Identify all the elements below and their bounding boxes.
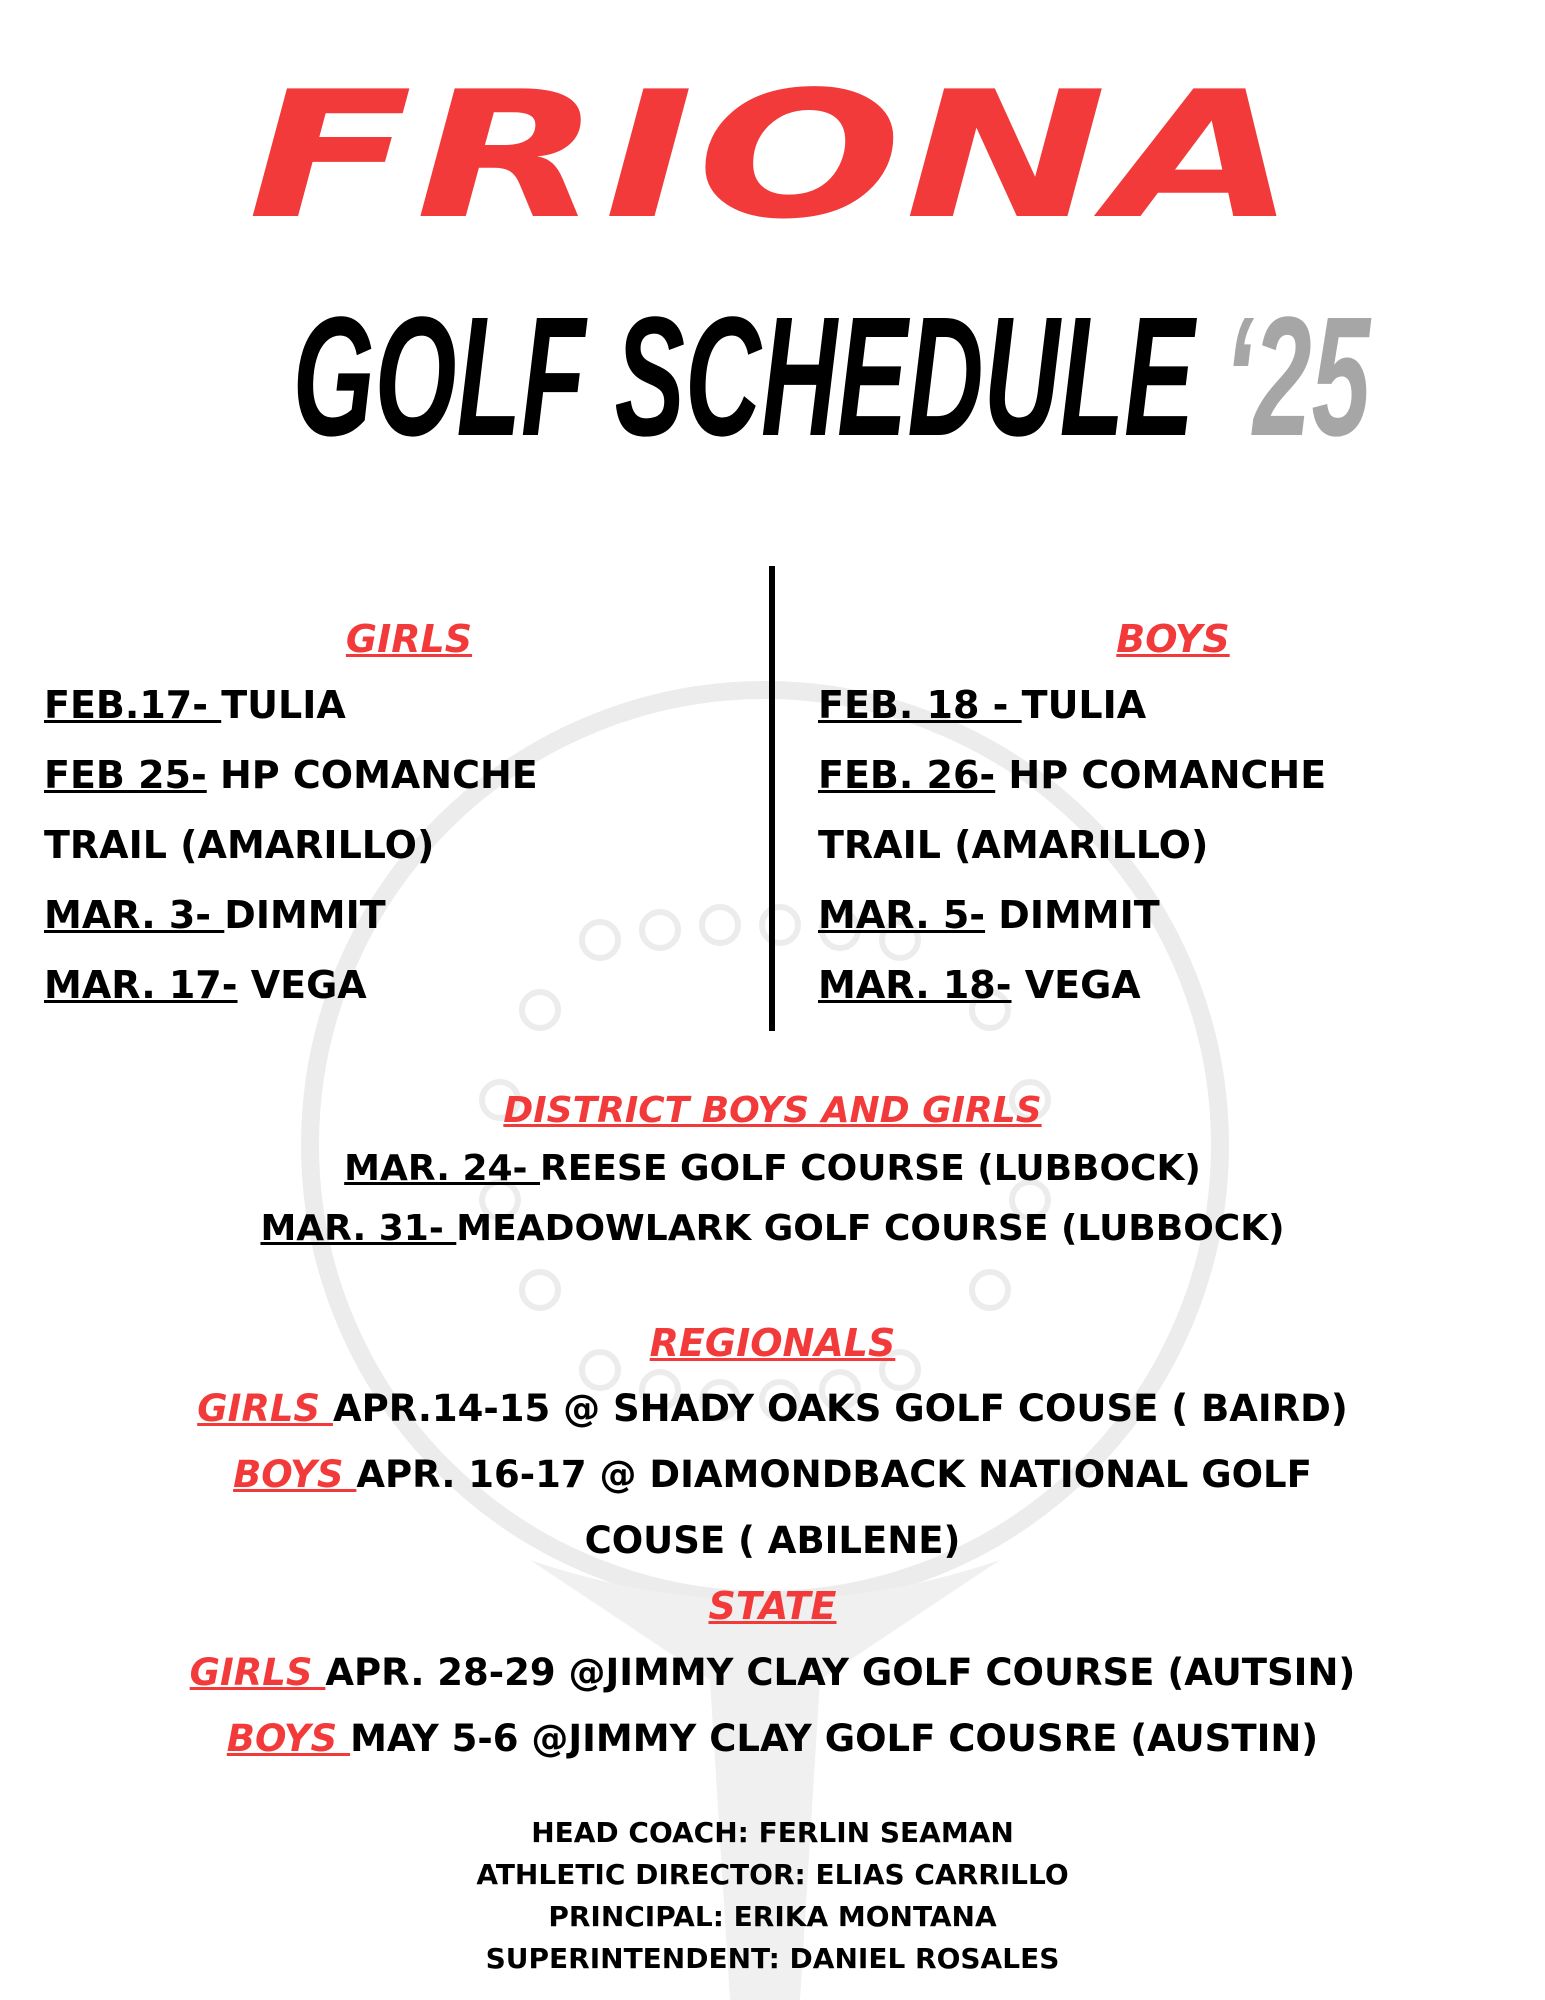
list-item: [44, 950, 764, 1020]
girls-heading: GIRLS: [345, 617, 473, 661]
event-location: APR.14-15 @ SHADY OAKS GOLF COUSE ( BAIRD): [332, 1387, 1348, 1430]
boys-heading: BOYS: [1116, 617, 1230, 661]
title-golf-schedule: [292, 262, 1371, 492]
district-row-2: [0, 1200, 1545, 1258]
event-date: MAR. 3-: [44, 893, 225, 937]
event-location: TULIA: [221, 683, 346, 727]
list-item: [818, 810, 1538, 880]
event-date: MAR. 31-: [260, 1208, 457, 1249]
list-item: [818, 950, 1538, 1020]
event-location: APR. 28-29 @JIMMY CLAY GOLF COURSE (AUTSIN): [325, 1651, 1356, 1694]
event-location: HP COMANCHE: [206, 753, 538, 797]
girls-label: GIRLS: [197, 1387, 333, 1430]
list-item: [44, 880, 764, 950]
regionals-heading: REGIONALS: [649, 1321, 896, 1365]
regionals-boys-row-cont: COUSE ( ABILENE): [584, 1519, 961, 1562]
event-location: APR. 16-17 @ DIAMONDBACK NATIONAL GOLF: [356, 1453, 1312, 1496]
event-location: REESE GOLF COURSE (LUBBOCK): [540, 1148, 1201, 1189]
event-location: MAY 5-6 @JIMMY CLAY GOLF COUSRE (AUSTIN): [350, 1717, 1319, 1760]
list-item: [44, 670, 764, 740]
boys-label: BOYS: [233, 1453, 357, 1496]
staff-principal: PRINCIPAL: ERIKA MONTANA: [548, 1900, 997, 1933]
list-item: [818, 740, 1538, 810]
list-item: [44, 810, 764, 880]
girls-label: GIRLS: [189, 1651, 326, 1694]
staff-superintendent: SUPERINTENDENT: DANIEL ROSALES: [485, 1942, 1060, 1975]
event-date: MAR. 24-: [344, 1148, 541, 1189]
event-date: FEB 25-: [44, 753, 207, 797]
state-boys-row: [0, 1708, 1545, 1770]
event-location: VEGA: [1011, 963, 1141, 1007]
event-date: FEB.17-: [44, 683, 222, 727]
event-location: VEGA: [237, 963, 367, 1007]
boys-label: BOYS: [226, 1717, 351, 1760]
staff-athletic-director: ATHLETIC DIRECTOR: ELIAS CARRILLO: [476, 1858, 1069, 1891]
event-date: MAR. 17-: [44, 963, 238, 1007]
event-location: TULIA: [1021, 683, 1147, 727]
list-item: [818, 880, 1538, 950]
district-heading: DISTRICT BOYS AND GIRLS: [503, 1090, 1042, 1131]
girls-column: [44, 608, 764, 1020]
regionals-girls-row: [0, 1378, 1545, 1440]
event-location: MEADOWLARK GOLF COURSE (LUBBOCK): [456, 1208, 1285, 1249]
event-date: FEB. 18 -: [818, 683, 1022, 727]
event-date: MAR. 5-: [818, 893, 986, 937]
event-location: DIMMIT: [224, 893, 386, 937]
title-friona: FRIONA: [247, 55, 1300, 258]
event-date: MAR. 18-: [818, 963, 1012, 1007]
event-location: HP COMANCHE: [995, 753, 1327, 797]
list-item: [44, 740, 764, 810]
event-location: DIMMIT: [985, 893, 1160, 937]
event-location: TRAIL (AMARILLO): [44, 823, 435, 867]
boys-column: [818, 608, 1538, 1020]
state-heading: STATE: [708, 1584, 837, 1628]
event-location: TRAIL (AMARILLO): [818, 823, 1209, 867]
list-item: [818, 670, 1538, 740]
regionals-boys-row: [0, 1444, 1545, 1506]
staff-list: [0, 1812, 1545, 1980]
state-girls-row: [0, 1642, 1545, 1704]
district-row-1: [0, 1140, 1545, 1198]
title-sub-text: GOLF SCHEDULE: [292, 282, 1195, 472]
staff-head-coach: HEAD COACH: FERLIN SEAMAN: [531, 1816, 1014, 1849]
event-date: FEB. 26-: [818, 753, 996, 797]
title-year: ‘25: [1223, 282, 1371, 472]
